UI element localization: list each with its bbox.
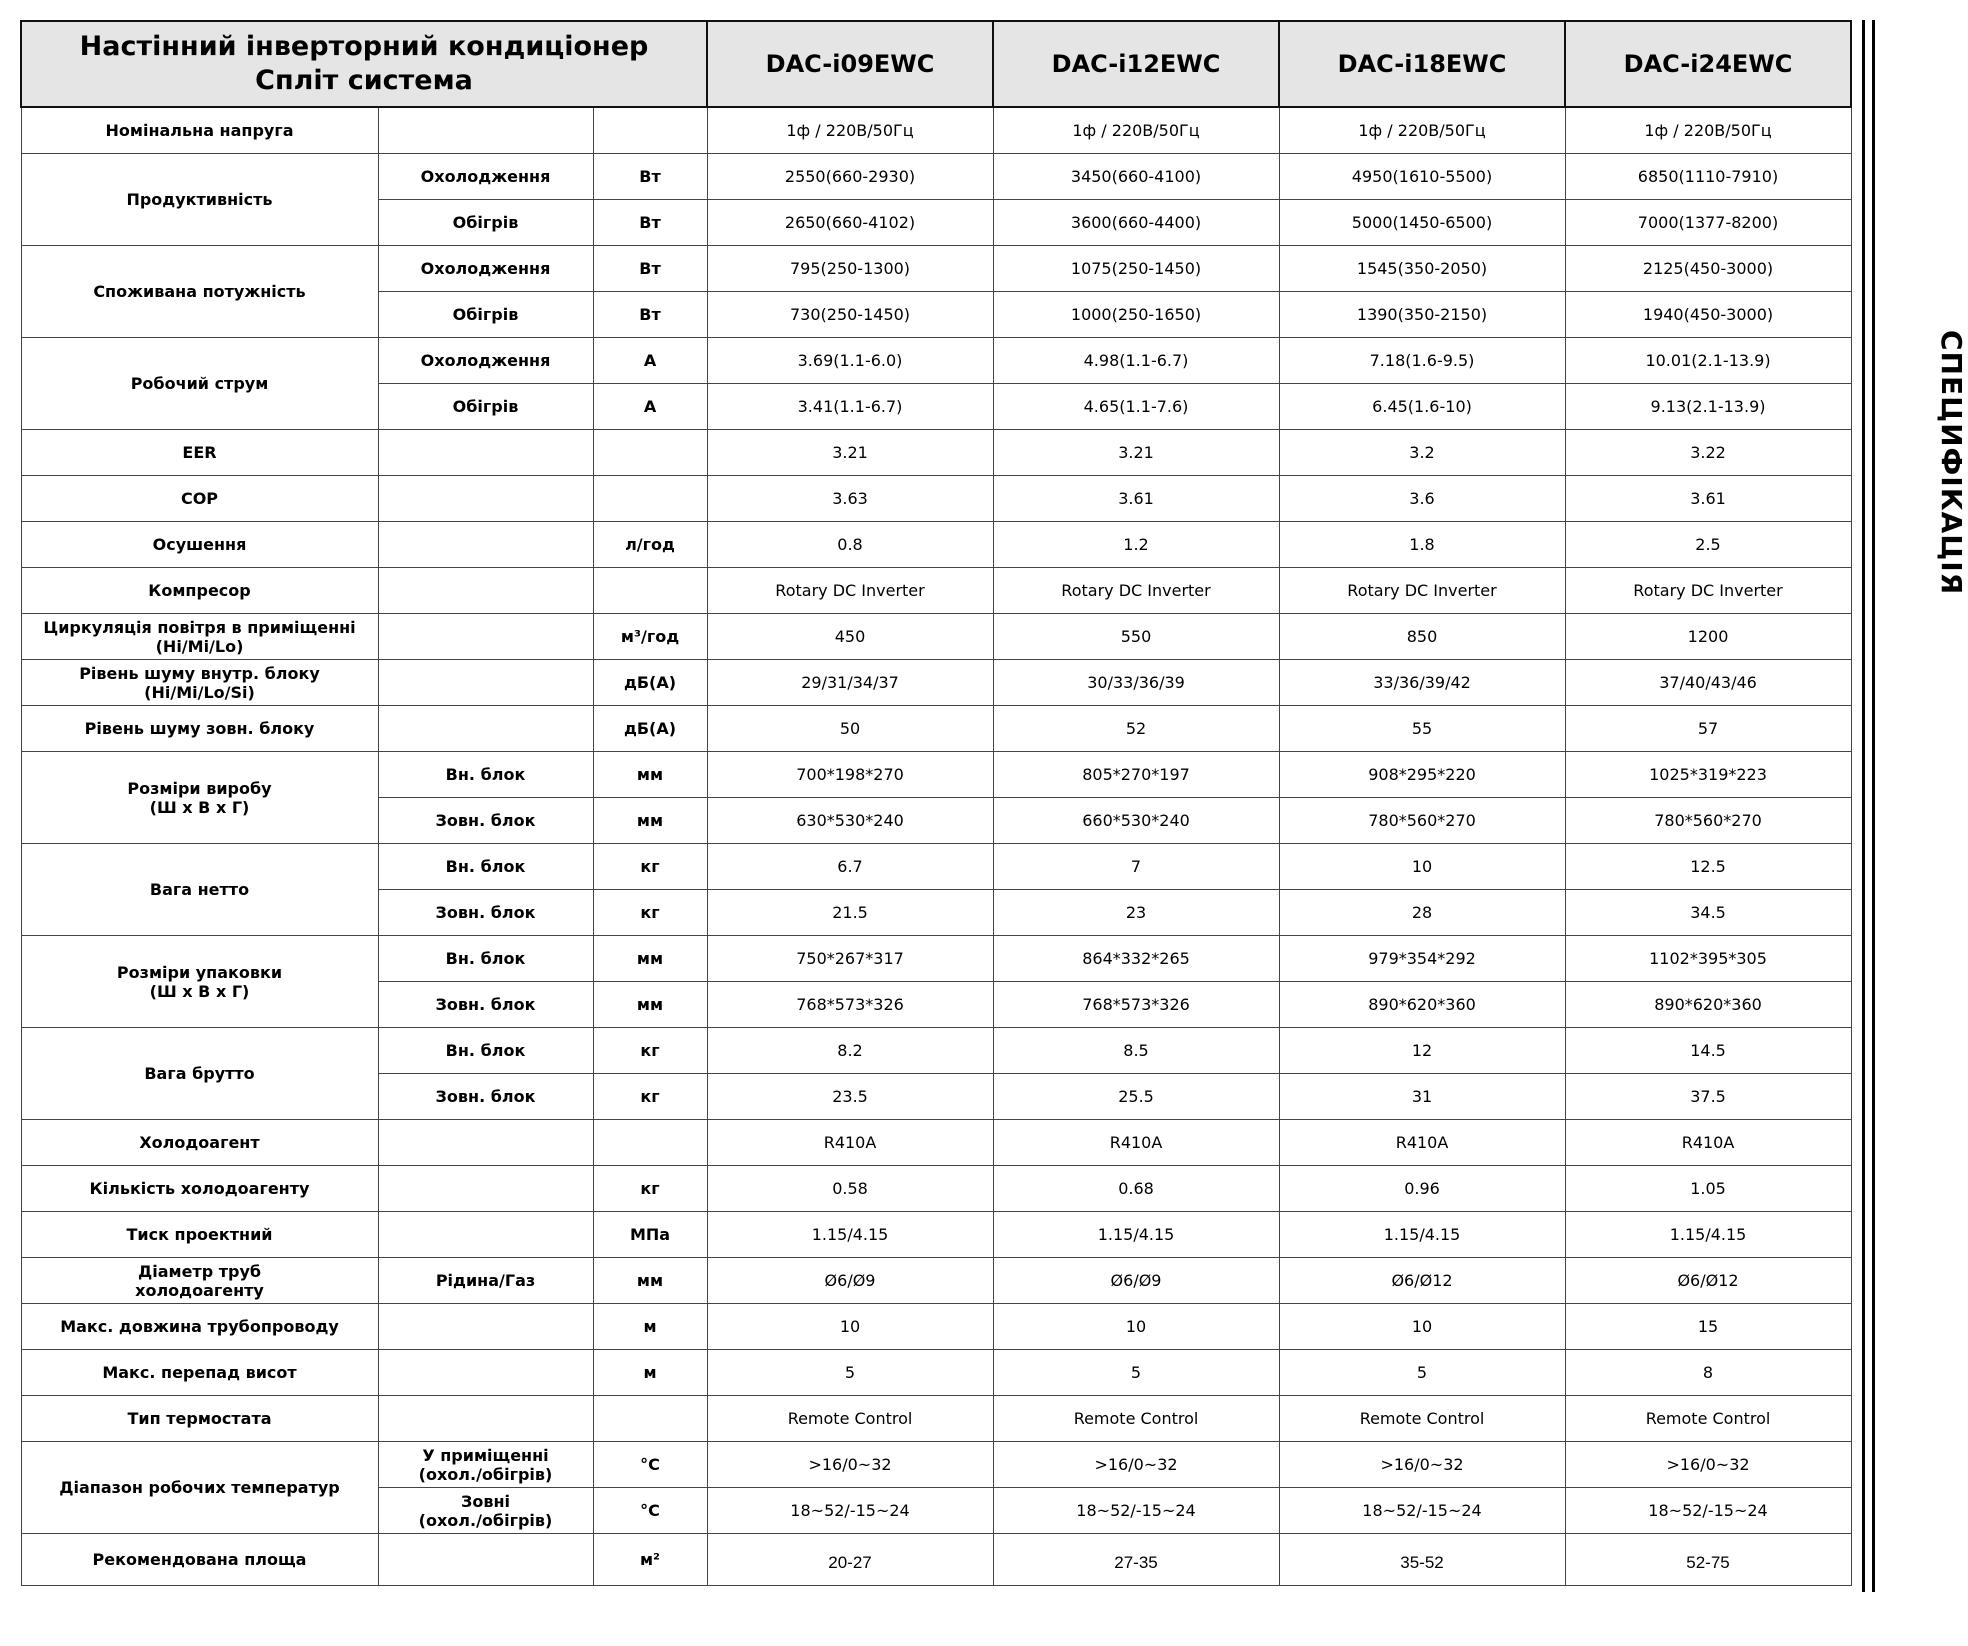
value-cell: R410A: [1279, 1120, 1565, 1166]
value-cell: 1.15/4.15: [707, 1212, 993, 1258]
param-label: Діаметр труб холодоагенту: [21, 1258, 378, 1304]
value-cell: 14.5: [1565, 1028, 1851, 1074]
unit-label: МПа: [593, 1212, 707, 1258]
table-row: [21, 844, 1851, 890]
table-row: [21, 1212, 1851, 1258]
value-cell: R410A: [707, 1120, 993, 1166]
value-cell: 0.96: [1279, 1166, 1565, 1212]
value-cell: 730(250-1450): [707, 292, 993, 338]
table-row: [21, 1396, 1851, 1442]
value-cell: 4.98(1.1-6.7): [993, 338, 1279, 384]
value-cell: 5: [707, 1350, 993, 1396]
unit-label: кг: [593, 890, 707, 936]
unit-label: кг: [593, 1074, 707, 1120]
unit-label: Вт: [593, 200, 707, 246]
value-cell: 10: [707, 1304, 993, 1350]
side-label: СПЕЦИФІКАЦІЯ: [1935, 330, 1968, 596]
table-row: [21, 522, 1851, 568]
value-cell: 23: [993, 890, 1279, 936]
table-row: [21, 1120, 1851, 1166]
value-cell: 4950(1610-5500): [1279, 154, 1565, 200]
value-cell: 1.8: [1279, 522, 1565, 568]
sub-label: Зовні (охол./обігрів): [378, 1488, 593, 1534]
vertical-rule-left: [1862, 20, 1865, 1592]
value-cell: 979*354*292: [1279, 936, 1565, 982]
value-cell: 52: [993, 706, 1279, 752]
table-row: [21, 476, 1851, 522]
value-cell: >16/0~32: [993, 1442, 1279, 1488]
sub-label: Зовн. блок: [378, 890, 593, 936]
table-row: [21, 154, 1851, 200]
value-cell: 7: [993, 844, 1279, 890]
unit-label: °C: [593, 1442, 707, 1488]
value-cell: 450: [707, 614, 993, 660]
spec-table: [20, 20, 1852, 1586]
param-label: Споживана потужність: [21, 246, 378, 338]
sub-label: [378, 660, 593, 706]
sub-label: [378, 1304, 593, 1350]
unit-label: м³/год: [593, 614, 707, 660]
sub-label: [378, 614, 593, 660]
value-cell: 1.15/4.15: [1565, 1212, 1851, 1258]
value-cell: 18~52/-15~24: [993, 1488, 1279, 1534]
table-row: [21, 936, 1851, 982]
param-label: Вага нетто: [21, 844, 378, 936]
unit-label: м²: [593, 1534, 707, 1586]
value-cell: 2550(660-2930): [707, 154, 993, 200]
value-cell: 1ф / 220В/50Гц: [1565, 107, 1851, 154]
value-cell: 6.45(1.6-10): [1279, 384, 1565, 430]
value-cell: Rotary DC Inverter: [1565, 568, 1851, 614]
sub-label: Вн. блок: [378, 752, 593, 798]
value-cell: Ø6/Ø12: [1565, 1258, 1851, 1304]
unit-label: А: [593, 338, 707, 384]
param-label: Осушення: [21, 522, 378, 568]
spec-body: [21, 107, 1851, 1586]
sub-label: Охолодження: [378, 154, 593, 200]
value-cell: 850: [1279, 614, 1565, 660]
value-cell: 2125(450-3000): [1565, 246, 1851, 292]
unit-label: кг: [593, 844, 707, 890]
value-cell: 0.68: [993, 1166, 1279, 1212]
value-cell: 3.6: [1279, 476, 1565, 522]
sub-label: [378, 522, 593, 568]
value-cell: 12: [1279, 1028, 1565, 1074]
sub-label: [378, 706, 593, 752]
value-cell: 18~52/-15~24: [1565, 1488, 1851, 1534]
unit-label: м: [593, 1304, 707, 1350]
param-label: Продуктивність: [21, 154, 378, 246]
sub-label: [378, 430, 593, 476]
value-cell: 768*573*326: [707, 982, 993, 1028]
unit-label: кг: [593, 1028, 707, 1074]
sub-label: У приміщенні (охол./обігрів): [378, 1442, 593, 1488]
value-cell: 700*198*270: [707, 752, 993, 798]
sub-label: Обігрів: [378, 200, 593, 246]
param-label: Холодоагент: [21, 1120, 378, 1166]
value-cell: 630*530*240: [707, 798, 993, 844]
table-row: [21, 752, 1851, 798]
table-title: [21, 21, 707, 107]
value-cell: R410A: [1565, 1120, 1851, 1166]
value-cell: 52-75: [1565, 1534, 1851, 1586]
value-cell: 31: [1279, 1074, 1565, 1120]
value-cell: Rotary DC Inverter: [1279, 568, 1565, 614]
value-cell: 5000(1450-6500): [1279, 200, 1565, 246]
value-cell: >16/0~32: [1565, 1442, 1851, 1488]
param-label: Рекомендована площа: [21, 1534, 378, 1586]
value-cell: 1ф / 220В/50Гц: [993, 107, 1279, 154]
value-cell: 4.65(1.1-7.6): [993, 384, 1279, 430]
sub-label: [378, 1212, 593, 1258]
value-cell: 1940(450-3000): [1565, 292, 1851, 338]
table-row: [21, 1166, 1851, 1212]
table-row: [21, 246, 1851, 292]
value-cell: 1545(350-2050): [1279, 246, 1565, 292]
value-cell: Rotary DC Inverter: [993, 568, 1279, 614]
value-cell: 1390(350-2150): [1279, 292, 1565, 338]
param-label: Макс. довжина трубопроводу: [21, 1304, 378, 1350]
value-cell: 1.05: [1565, 1166, 1851, 1212]
value-cell: 1ф / 220В/50Гц: [707, 107, 993, 154]
value-cell: 10.01(2.1-13.9): [1565, 338, 1851, 384]
value-cell: 3.61: [1565, 476, 1851, 522]
value-cell: 8.5: [993, 1028, 1279, 1074]
value-cell: 37.5: [1565, 1074, 1851, 1120]
param-label: Вага брутто: [21, 1028, 378, 1120]
table-row: [21, 568, 1851, 614]
sub-label: Зовн. блок: [378, 1074, 593, 1120]
value-cell: 6850(1110-7910): [1565, 154, 1851, 200]
table-row: [21, 1350, 1851, 1396]
value-cell: 890*620*360: [1279, 982, 1565, 1028]
value-cell: 3.63: [707, 476, 993, 522]
value-cell: 8.2: [707, 1028, 993, 1074]
param-label: Компресор: [21, 568, 378, 614]
value-cell: 805*270*197: [993, 752, 1279, 798]
sub-label: Вн. блок: [378, 1028, 593, 1074]
value-cell: 15: [1565, 1304, 1851, 1350]
unit-label: л/год: [593, 522, 707, 568]
value-cell: 780*560*270: [1279, 798, 1565, 844]
sub-label: [378, 1534, 593, 1586]
model-header: DAC-i18EWC: [1279, 21, 1565, 107]
value-cell: 30/33/36/39: [993, 660, 1279, 706]
value-cell: 550: [993, 614, 1279, 660]
value-cell: 20-27: [707, 1534, 993, 1586]
value-cell: 23.5: [707, 1074, 993, 1120]
sub-label: Обігрів: [378, 292, 593, 338]
sub-label: Вн. блок: [378, 936, 593, 982]
value-cell: 3.21: [707, 430, 993, 476]
unit-label: [593, 107, 707, 154]
param-label: Номінальна напруга: [21, 107, 378, 154]
title-line-1: Настінний інверторний кондиціонер: [79, 31, 649, 62]
unit-label: мм: [593, 1258, 707, 1304]
param-label: Розміри упаковки (Ш х В х Г): [21, 936, 378, 1028]
value-cell: >16/0~32: [1279, 1442, 1565, 1488]
value-cell: 34.5: [1565, 890, 1851, 936]
value-cell: 1102*395*305: [1565, 936, 1851, 982]
vertical-rule-right: [1872, 20, 1875, 1592]
unit-label: кг: [593, 1166, 707, 1212]
sub-label: [378, 1350, 593, 1396]
sub-label: Зовн. блок: [378, 982, 593, 1028]
value-cell: 25.5: [993, 1074, 1279, 1120]
param-label: Робочий струм: [21, 338, 378, 430]
sub-label: [378, 1396, 593, 1442]
value-cell: 7000(1377-8200): [1565, 200, 1851, 246]
table-row: [21, 706, 1851, 752]
value-cell: 3.2: [1279, 430, 1565, 476]
value-cell: 5: [993, 1350, 1279, 1396]
value-cell: Ø6/Ø9: [993, 1258, 1279, 1304]
value-cell: 8: [1565, 1350, 1851, 1396]
value-cell: 0.8: [707, 522, 993, 568]
unit-label: [593, 568, 707, 614]
unit-label: дБ(А): [593, 706, 707, 752]
value-cell: 18~52/-15~24: [1279, 1488, 1565, 1534]
value-cell: 3.21: [993, 430, 1279, 476]
param-label: Циркуляція повітря в приміщенні (Hi/Mi/Lo): [21, 614, 378, 660]
value-cell: 9.13(2.1-13.9): [1565, 384, 1851, 430]
value-cell: 28: [1279, 890, 1565, 936]
table-row: [21, 1028, 1851, 1074]
value-cell: 1200: [1565, 614, 1851, 660]
value-cell: 10: [1279, 844, 1565, 890]
unit-label: [593, 430, 707, 476]
value-cell: R410A: [993, 1120, 1279, 1166]
param-label: Розміри виробу (Ш х В х Г): [21, 752, 378, 844]
value-cell: 0.58: [707, 1166, 993, 1212]
sub-label: Обігрів: [378, 384, 593, 430]
value-cell: 3.22: [1565, 430, 1851, 476]
value-cell: 3450(660-4100): [993, 154, 1279, 200]
value-cell: 57: [1565, 706, 1851, 752]
unit-label: мм: [593, 798, 707, 844]
value-cell: 33/36/39/42: [1279, 660, 1565, 706]
value-cell: 3.61: [993, 476, 1279, 522]
table-row: [21, 338, 1851, 384]
model-header: DAC-i12EWC: [993, 21, 1279, 107]
table-row: [21, 1304, 1851, 1350]
unit-label: [593, 1396, 707, 1442]
unit-label: мм: [593, 936, 707, 982]
value-cell: 3.69(1.1-6.0): [707, 338, 993, 384]
value-cell: 1025*319*223: [1565, 752, 1851, 798]
value-cell: 1075(250-1450): [993, 246, 1279, 292]
sub-label: [378, 107, 593, 154]
value-cell: >16/0~32: [707, 1442, 993, 1488]
value-cell: 780*560*270: [1565, 798, 1851, 844]
model-header: DAC-i09EWC: [707, 21, 993, 107]
unit-label: дБ(А): [593, 660, 707, 706]
value-cell: 750*267*317: [707, 936, 993, 982]
value-cell: 890*620*360: [1565, 982, 1851, 1028]
value-cell: 2650(660-4102): [707, 200, 993, 246]
value-cell: Ø6/Ø9: [707, 1258, 993, 1304]
param-label: Діапазон робочих температур: [21, 1442, 378, 1534]
value-cell: 7.18(1.6-9.5): [1279, 338, 1565, 384]
sub-label: [378, 568, 593, 614]
table-row: [21, 1258, 1851, 1304]
title-line-2: Спліт система: [255, 65, 473, 96]
value-cell: 18~52/-15~24: [707, 1488, 993, 1534]
sub-label: Зовн. блок: [378, 798, 593, 844]
value-cell: 55: [1279, 706, 1565, 752]
sub-label: [378, 1120, 593, 1166]
value-cell: Ø6/Ø12: [1279, 1258, 1565, 1304]
unit-label: мм: [593, 752, 707, 798]
value-cell: 1.2: [993, 522, 1279, 568]
table-row: [21, 660, 1851, 706]
value-cell: 1.15/4.15: [993, 1212, 1279, 1258]
unit-label: Вт: [593, 246, 707, 292]
value-cell: 768*573*326: [993, 982, 1279, 1028]
value-cell: 27-35: [993, 1534, 1279, 1586]
table-row: [21, 1442, 1851, 1488]
header-row: [21, 21, 1851, 107]
table-row: [21, 107, 1851, 154]
unit-label: А: [593, 384, 707, 430]
value-cell: 795(250-1300): [707, 246, 993, 292]
value-cell: 10: [993, 1304, 1279, 1350]
param-label: Макс. перепад висот: [21, 1350, 378, 1396]
value-cell: 2.5: [1565, 522, 1851, 568]
unit-label: °C: [593, 1488, 707, 1534]
value-cell: 1000(250-1650): [993, 292, 1279, 338]
value-cell: Remote Control: [993, 1396, 1279, 1442]
value-cell: Remote Control: [1565, 1396, 1851, 1442]
value-cell: 5: [1279, 1350, 1565, 1396]
sub-label: [378, 476, 593, 522]
value-cell: 3.41(1.1-6.7): [707, 384, 993, 430]
sub-label: Вн. блок: [378, 844, 593, 890]
param-label: COP: [21, 476, 378, 522]
value-cell: Remote Control: [1279, 1396, 1565, 1442]
param-label: Рівень шуму внутр. блоку (Hi/Mi/Lo/Si): [21, 660, 378, 706]
value-cell: 10: [1279, 1304, 1565, 1350]
value-cell: 908*295*220: [1279, 752, 1565, 798]
sub-label: Охолодження: [378, 246, 593, 292]
value-cell: Remote Control: [707, 1396, 993, 1442]
param-label: Тип термостата: [21, 1396, 378, 1442]
model-header: DAC-i24EWC: [1565, 21, 1851, 107]
param-label: Тиск проектний: [21, 1212, 378, 1258]
value-cell: 3600(660-4400): [993, 200, 1279, 246]
value-cell: 50: [707, 706, 993, 752]
value-cell: 29/31/34/37: [707, 660, 993, 706]
sub-label: Рідина/Газ: [378, 1258, 593, 1304]
param-label: EER: [21, 430, 378, 476]
value-cell: 35-52: [1279, 1534, 1565, 1586]
param-label: Кількість холодоагенту: [21, 1166, 378, 1212]
unit-label: [593, 1120, 707, 1166]
sub-label: [378, 1166, 593, 1212]
sub-label: Охолодження: [378, 338, 593, 384]
unit-label: м: [593, 1350, 707, 1396]
table-row: [21, 614, 1851, 660]
unit-label: мм: [593, 982, 707, 1028]
value-cell: 21.5: [707, 890, 993, 936]
value-cell: 864*332*265: [993, 936, 1279, 982]
value-cell: 1.15/4.15: [1279, 1212, 1565, 1258]
unit-label: Вт: [593, 292, 707, 338]
unit-label: [593, 476, 707, 522]
table-row: [21, 1534, 1851, 1586]
param-label: Рівень шуму зовн. блоку: [21, 706, 378, 752]
value-cell: 660*530*240: [993, 798, 1279, 844]
value-cell: Rotary DC Inverter: [707, 568, 993, 614]
value-cell: 6.7: [707, 844, 993, 890]
value-cell: 1ф / 220В/50Гц: [1279, 107, 1565, 154]
unit-label: Вт: [593, 154, 707, 200]
table-row: [21, 430, 1851, 476]
value-cell: 37/40/43/46: [1565, 660, 1851, 706]
value-cell: 12.5: [1565, 844, 1851, 890]
